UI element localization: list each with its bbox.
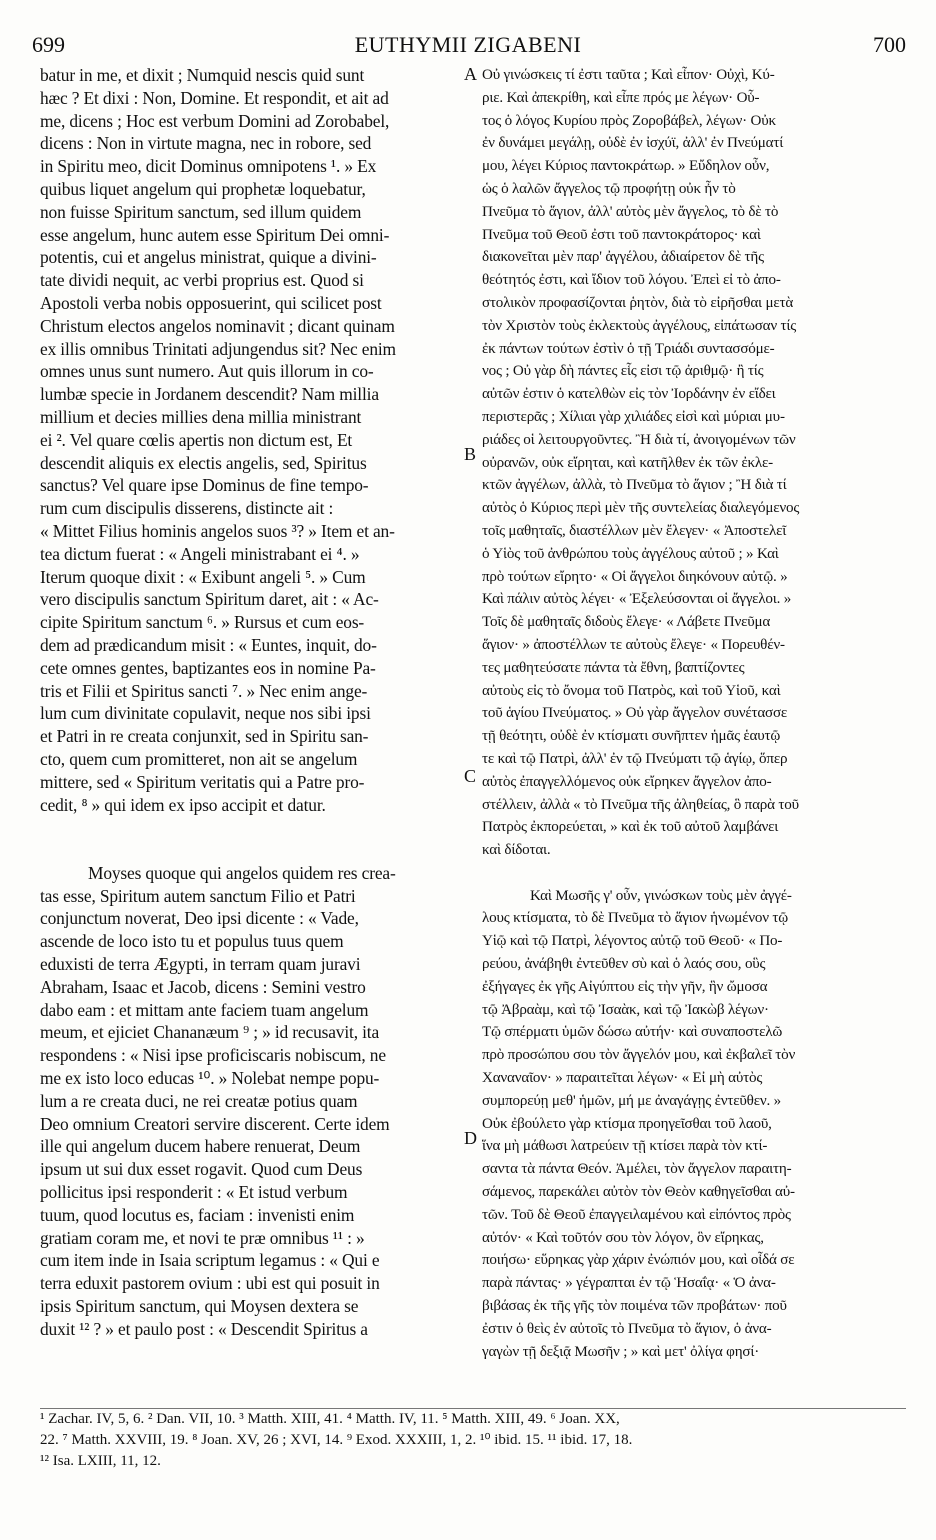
paragraph-gap [40, 816, 460, 839]
greek-text-line: Χαναναῖον· » παραιτεῖται λέγων· « Εἰ μὴ αὐτὸς [482, 1070, 763, 1087]
greek-text-line: λους κτίσματα, τὸ δὲ Πνεῦμα τὸ ἅγιον ἡνωμένον τῷ [482, 910, 789, 927]
greek-text-line: συμπορεύῃ μεθ' ἡμῶν, μή με ἀναγάγῃς ἐντεῦθεν. » [482, 1092, 781, 1109]
latin-text-line: esse angelum, hunc autem esse Spiritum Dei omni- [40, 224, 390, 245]
greek-block-2 [482, 885, 904, 1364]
footnotes [40, 1408, 906, 1472]
latin-text-line: duxit ¹² ? » et paulo post : « Descendit Spiritus a [40, 1318, 368, 1339]
greek-text-line: Τῷ σπέρματι ὑμῶν δώσω αὐτήν· καὶ συναποστελῶ [482, 1024, 783, 1041]
greek-text-line: τος ὁ λόγος Κυρίου πρὸς Ζοροβάβελ, λέγων· Οὐκ [482, 112, 776, 129]
greek-text-line: πρὸ τούτων εἴρητο· « Οἱ ἄγγελοι διηκόνουν αὐτῷ. » [482, 568, 788, 585]
latin-text-line: et Patri in re creata conjunxit, sed in Spiritu san- [40, 726, 369, 747]
latin-text-line: tas esse, Spiritum autem sanctum Filio et Patri [40, 885, 356, 906]
latin-text-line: me ex isto loco educas ¹⁰. » Nolebat nempe popu- [40, 1068, 380, 1089]
greek-text-line: Καὶ Μωσῆς γ' οὖν, γινώσκων τοὺς μὲν ἀγγέ- [530, 887, 792, 904]
greek-text-line: Καὶ πάλιν αὐτὸς λέγει· « Ἐξελεύσονται οἱ ἄγγελοι. » [482, 591, 792, 608]
greek-text-line: καὶ δίδοται. [482, 842, 551, 859]
latin-text-line: eduxisti de terra Ægypti, in terram quam juravi [40, 954, 361, 975]
greek-text-line: θεότητός ἐστι, καὶ ἴδιον τοῦ λόγου. Ἐπεὶ εἰ τὸ ἀπο- [482, 272, 781, 289]
section-marker-a: A [464, 64, 477, 84]
greek-text-line: ἐξήγαγες ἐκ γῆς Αἰγύπτου εἰς τὴν γῆν, ἣν ὤμοσα [482, 978, 768, 995]
greek-text-line: ἵνα μὴ μάθωσι λατρεύειν τῇ κτίσει παρὰ τὸν κτί- [482, 1138, 768, 1155]
paragraph-gap [40, 839, 460, 862]
latin-text-line: cete omnes gentes, baptizantes eos in nomine Pa- [40, 657, 376, 678]
greek-text-line: ριάδες οἱ λειτουργοῦντες. Ἢ διὰ τί, ἀνοιγομένων τῶν [482, 431, 796, 448]
greek-text-line: οὐρανῶν, οὐκ εἴρηται, καὶ κατῆλθεν ἐκ τῶν ἐκλε- [482, 454, 773, 471]
greek-text-line: Οὐ γινώσκεις τί ἐστι ταῦτα ; Καὶ εἶπον· Οὐχὶ, Κύ- [482, 67, 775, 83]
latin-text-line: tris et Filii et Spiritus sancti ⁷. » Nec enim ange- [40, 680, 368, 701]
greek-text-line: σάμενος, παρεκάλει αὐτὸν τὸν Θεὸν καθηγεῖσθαι αὐ- [482, 1184, 795, 1201]
greek-text-line: ἅγιον· » ἀποστέλλων τε αὐτοὺς ἔλεγε· « Πορευθέν- [482, 636, 785, 653]
latin-text-line: ipsis Spiritum sanctum, qui Moysen dextera se [40, 1296, 359, 1317]
latin-text-line: tate dividi nequit, ac verbi proprius est. Quod si [40, 270, 364, 291]
greek-text-line: Πνεῦμα τὸ ἅγιον, ἀλλ' αὐτὸς μὲν ἄγγελος, τὸ δὲ τὸ [482, 203, 779, 220]
latin-text-line: ascende de loco isto tu et populus tuus quem [40, 931, 344, 952]
latin-text-line: Moyses quoque qui angelos quidem res crea- [88, 862, 396, 883]
latin-text-line: meum, et ejiciet Chananæum ⁹ ; » id recusavit, ita [40, 1022, 380, 1043]
latin-text-line: batur in me, et dixit ; Numquid nescis quid sunt [40, 65, 365, 85]
latin-text-line: mittere, sed « Spiritum veritatis qui a Patre pro- [40, 771, 365, 792]
greek-text-line: σαντα τὰ πάντα Θεόν. Ἀμέλει, τὸν ἄγγελον παραιτη- [482, 1161, 792, 1178]
greek-text-line: ρεύου, ἀνάβηθι ἐντεῦθεν σὺ καὶ ὁ λαός σου, οὓς [482, 956, 766, 973]
greek-text-line: ριε. Καὶ ἀπεκρίθη, καὶ εἶπε πρός με λέγων· Οὗ- [482, 89, 760, 106]
greek-block-1 [482, 64, 904, 862]
latin-text-line: ex illis omnibus Trinitati adjungendus sit? Nec enim [40, 338, 396, 359]
section-marker-d: D [464, 1128, 477, 1148]
greek-text-line: στέλλειν, ἀλλὰ « τὸ Πνεῦμα τῆς ἀληθείας, ὃ παρὰ τοῦ [482, 796, 799, 813]
latin-text-line: terra eduxit pastorem ovium : ubi est qui posuit in [40, 1273, 380, 1294]
latin-text-line: dicens : Non in virtute magna, nec in robore, sed [40, 133, 372, 154]
latin-text-line: potentis, cui et angelus ministrat, quique a divini- [40, 247, 377, 268]
latin-text-line: conjunctum noverat, Deo ipsi dicente : « Vade, [40, 908, 359, 929]
greek-text-line: αὐτὸς ὁ Κύριος περὶ μὲν τῆς συντελείας διαλεγόμενος [482, 500, 800, 517]
greek-text-line: τοῖς μαθηταῖς, διαστέλλων μὲν ἔλεγεν· « Ἀποστελεῖ [482, 522, 787, 539]
latin-text-line: descendit aliquis ex electis angelis, sed, Spiritus [40, 452, 367, 473]
greek-text-line: Οὐκ ἐβούλετο γὰρ κτίσμα προηγεῖσθαι τοῦ λαοῦ, [482, 1115, 772, 1132]
greek-text-line: τὸν Χριστὸν τοὺς ἐκλεκτοὺς ἀγγέλους, εἰπάτωσαν τίς [482, 317, 797, 334]
greek-text-line: τῶν. Τοῦ δὲ Θεοῦ ἐπαγγειλαμένου καὶ εἰπόντος πρὸς [482, 1206, 791, 1223]
latin-block-1 [40, 64, 460, 816]
latin-text-line: ei ². Vel quare cœlis apertis non dictum est, Et [40, 429, 353, 450]
greek-text-line: αὐτοὺς εἰς τὸ ὄνομα τοῦ Πατρὸς, καὶ τοῦ Υἱοῦ, καὶ [482, 682, 781, 699]
greek-text-line: τῷ Ἀβραὰμ, καὶ τῷ Ἰσαὰκ, καὶ τῷ Ἰακὼβ λέγων· [482, 1001, 769, 1018]
greek-text-line: ἐστιν ὁ θεὶς ἐν αὐτοῖς τὸ Πνεῦμα τὸ ἅγιον, ὁ ἀνα- [482, 1320, 772, 1337]
latin-text-line: tuum, quod locutus es, faciam : invenisti enim [40, 1204, 355, 1225]
greek-text-line: νος ; Οὐ γὰρ δὴ πάντες εἷς εἰσι τῷ ἀριθμῷ· ἢ τίς [482, 363, 764, 380]
greek-text-line: ἐν δυνάμει μεγάλῃ, οὐδὲ ἐν ἰσχύϊ, ἀλλ' ἐν Πνεύματί [482, 135, 784, 152]
latin-text-line: ipsum ut sui dux esset rogavit. Quod cum Deus [40, 1159, 363, 1180]
latin-text-line: lumbæ specie in Jordanem descendit? Nam millia [40, 384, 379, 405]
greek-text-line: αὐτόν· « Καὶ τοῦτόν σου τὸν λόγον, ὃν εἴρηκας, [482, 1229, 764, 1246]
latin-text-line: sanctus? Vel quare ipse Dominus de fine tempo- [40, 475, 369, 496]
latin-text-line: respondens : « Nisi ipse proficiscaris nobiscum, ne [40, 1045, 386, 1066]
latin-text-line: me, dicens ; Hoc est verbum Domini ad Zorobabel, [40, 110, 390, 131]
greek-column [482, 64, 904, 1363]
greek-text-line: μου, λέγει Κύριος παντοκράτωρ. » Εὔδηλον οὖν, [482, 158, 770, 175]
latin-text-line: lum cum divinitate copulavit, neque nos sibi ipsi [40, 703, 371, 724]
latin-text-line: pollicitus ipsi responderit : « Et istud verbum [40, 1182, 348, 1203]
latin-text-line: Abraham, Isaac et Jacob, dicens : Semini vestro [40, 976, 366, 997]
greek-text-line: αὐτὸς ἐπαγγελλόμενος οὐκ εἴρηκεν ἄγγελον ἀπο- [482, 773, 772, 790]
greek-text-line: Υἱῷ καὶ τῷ Πατρὶ, λέγοντος αὐτῷ τοῦ Θεοῦ· « Πο- [482, 933, 783, 950]
section-marker-c: C [464, 766, 477, 786]
latin-text-line: lum a re creata duci, ne rei creatæ potius quam [40, 1090, 358, 1111]
paragraph-gap [482, 862, 904, 885]
greek-text-line: αὐτῶν ἐστιν ὁ κατελθὼν εἰς τὸν Ἰορδάνην ἐν εἴδει [482, 386, 776, 403]
running-title: EUTHYMII ZIGABENI [354, 32, 582, 57]
greek-text-line: βιβάσας ἐκ τῆς γῆς τὸν ποιμένα τῶν προβάτων· ποῦ [482, 1298, 787, 1315]
greek-text-line: γαγὼν τῇ δεξιᾷ Μωσῆν ; » καὶ μετ' ὀλίγα φησί· [482, 1343, 760, 1360]
latin-text-line: in Spiritu meo, dicit Dominus omnipotens ¹. » Ex [40, 156, 377, 177]
latin-text-line: cipite Spiritum sanctum ⁶. » Rursus et cum eos- [40, 612, 365, 633]
latin-text-line: dem ad prædicandum misit : « Euntes, inquit, do- [40, 634, 377, 655]
latin-text-line: quibus liquet angelum qui prophetæ loquebatur, [40, 178, 366, 199]
latin-text-line: cedit, ⁸ » qui idem ex ipso accipit et datur. [40, 794, 326, 815]
greek-text-line: ὁ Υἱὸς τοῦ ἀνθρώπου τοὺς ἀγγέλους αὐτοῦ ; » Καὶ [482, 545, 779, 562]
page-number-left: 699 [32, 32, 65, 57]
latin-text-line: hæc ? Et dixi : Non, Domine. Et respondit, et ait ad [40, 87, 389, 108]
latin-text-line: non fuisse Spiritum sanctum, sed illum quidem [40, 201, 362, 222]
latin-text-line: vero discipulis sanctum Spiritum daret, ait : « Ac- [40, 589, 379, 610]
page-header [30, 32, 906, 62]
latin-text-line: Christum electos angelos nominavit ; dicant quinam [40, 315, 395, 336]
greek-text-line: πρὸ προσώπου σου τὸν ἄγγελόν μου, καὶ ἐκβαλεῖ τὸν [482, 1047, 796, 1064]
greek-text-line: τε καὶ τῷ Πατρὶ, ἀλλ' ἐν τῷ Πνεύματι τῷ ἁγίῳ, ὅπερ [482, 750, 788, 767]
latin-text-line: Deo omnium Creatori servire discerent. Certe idem [40, 1113, 390, 1134]
footnote-line: ¹² Isa. LXIII, 11, 12. [40, 1453, 161, 1469]
latin-text-line: tea dictum fuerat : « Angeli ministrabant ei ⁴. » [40, 543, 360, 564]
latin-text-line: cto, quem cum promitteret, non ait se angelum [40, 748, 358, 769]
greek-text-line: τοῦ ἁγίου Πνεύματος. » Οὐ γὰρ ἄγγελον συνέτασσε [482, 705, 788, 722]
greek-text-line: παρὰ πάντας· » γέγραπται ἐν τῷ Ἡσαΐᾳ· « Ὁ ἀνα- [482, 1275, 776, 1292]
latin-block-2 [40, 862, 460, 1341]
greek-text-line: στολικὸν προφασίζονται ῥητὸν, διὰ τὸ εἰρῆσθαι μετὰ [482, 294, 794, 311]
latin-text-line: Iterum quoque dixit : « Exibunt angeli ⁵. » Cum [40, 566, 366, 587]
latin-text-line: omnes unus sunt numero. Aut quis illorum in co- [40, 361, 374, 382]
latin-text-line: dabo eam : et mittam ante faciem tuam angelum [40, 999, 369, 1020]
latin-text-line: rum cum discipulis disserens, distincte ait : [40, 498, 334, 519]
latin-text-line: millium et decies millies dena millia ministrant [40, 406, 362, 427]
latin-text-line: « Mittet Filius hominis angelos suos ³? » Item et an- [40, 520, 395, 541]
footnote-line: 22. ⁷ Matth. XXVIII, 19. ⁸ Joan. XV, 26 ; XVI, 14. ⁹ Exod. XXXIII, 1, 2. ¹⁰ ibid. 15. ¹¹ ibid. 17, 18. [40, 1432, 633, 1448]
greek-text-line: Τοῖς δὲ μαθηταῖς διδοὺς ἔλεγε· « Λάβετε Πνεῦμα [482, 614, 771, 631]
greek-text-line: ποιήσω· εὕρηκας γὰρ χάριν ἐνώπιόν μου, καὶ οἶδά σε [482, 1252, 795, 1269]
greek-text-line: ἐκ πάντων τούτων ἐστὶν ὁ τῇ Τριάδι συντασσόμε- [482, 340, 775, 357]
latin-text-line: Apostoli verba nobis opposuerint, qui scilicet post [40, 292, 382, 313]
greek-text-line: κτῶν ἀγγέλων, ἀλλὰ, τὸ Πνεῦμα τὸ ἅγιον ; Ἢ διὰ τί [482, 477, 787, 494]
page-number-right: 700 [873, 32, 906, 57]
latin-text-line: gratiam coram me, et novi te præ omnibus ¹¹ : » [40, 1227, 365, 1248]
greek-text-line: περιστερᾶς ; Χίλιαι γὰρ χιλιάδες εἰσὶ καὶ μύριαι μυ- [482, 408, 785, 425]
latin-column [40, 64, 460, 1341]
greek-text-line: ὡς ὁ λαλῶν ἄγγελος τῷ προφήτῃ οὐκ ἦν τὸ [482, 180, 736, 197]
greek-text-line: τῇ θεότητι, οὐδὲ ἐν κτίσματι συνῆπτεν ἡμᾶς ἑαυτῷ [482, 728, 781, 745]
greek-text-line: τες μαθητεύσατε πάντα τὰ ἔθνη, βαπτίζοντες [482, 659, 745, 676]
footnote-line: ¹ Zachar. IV, 5, 6. ² Dan. VII, 10. ³ Matth. XIII, 41. ⁴ Matth. IV, 11. ⁵ Matth. XIII, 49. ⁶ Joan. XX, [40, 1411, 620, 1427]
greek-text-line: Πνεῦμα τοῦ Θεοῦ ἐστι τοῦ παντοκράτορος· καὶ [482, 226, 761, 243]
greek-text-line: Πατρὸς ἐκπορεύεται, » καὶ ἐκ τοῦ αὐτοῦ λαμβάνει [482, 819, 779, 836]
latin-text-line: ille qui angelum ducem habere renuerat, Deum [40, 1136, 361, 1157]
section-marker-b: B [464, 444, 477, 464]
latin-text-line: cum item inde in Isaia scriptum legamus : « Qui e [40, 1250, 380, 1271]
greek-text-line: διακονεῖται μὲν παρ' ἀγγέλου, ἀδιαίρετον δὲ τῆς [482, 249, 764, 266]
